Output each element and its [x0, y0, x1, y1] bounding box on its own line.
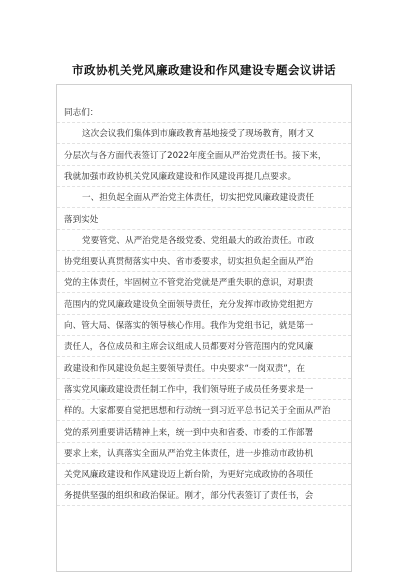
line-separator [57, 186, 351, 187]
line-separator [57, 463, 351, 464]
body-line: 一、担负起全面从严治党主体责任，切实把党风廉政建设责任 [82, 193, 315, 204]
body-line: 我就加强市政协机关党风廉政建设和作风建设再提几点要求。 [64, 171, 297, 182]
body-line: 落到实处 [64, 214, 99, 225]
line-separator [57, 420, 351, 421]
body-line: 样的。大家都要自觉把思想和行动统一到习近平总书记关于全面从严治 [64, 406, 331, 417]
line-separator [57, 292, 351, 293]
line-separator [57, 505, 351, 506]
line-separator [57, 250, 351, 251]
line-separator [57, 271, 351, 272]
body-line: 协党组要认真贯彻落实中央、省市委要求，切实担负起全面从严治 [64, 257, 314, 268]
body-line: 关党风廉政建设和作风建设迈上新台阶，为更好完成政协的各项任 [64, 470, 314, 481]
salutation: 同志们： [64, 108, 99, 118]
body-line: 落实党风廉政建设责任制工作中，我们领导班子成员任务要求是一 [64, 384, 314, 395]
body-line: 政建设和作风建设负起主要领导责任。中央要求“一岗双责”，在 [64, 363, 305, 374]
body-line: 务提供坚强的组织和政治保证。刚才，部分代表签订了责任书，会 [64, 491, 314, 502]
body-line: 要求上来，认真落实全面从严治党主体责任，进一步推动市政协机 [64, 448, 314, 459]
line-separator [57, 314, 351, 315]
line-separator [57, 399, 351, 400]
line-separator [57, 229, 351, 230]
line-separator [57, 122, 351, 123]
line-separator [57, 207, 351, 208]
document-title: 市政协机关党风廉政建设和作风建设专题会议讲话 [72, 63, 336, 77]
body-line: 范围内的党风廉政建设负全面领导责任，充分发挥市政协党组把方 [64, 299, 314, 310]
body-line: 责任人，各位成员和主席会议组成人员都要对分管范围内的党风廉 [64, 342, 314, 353]
line-separator [57, 442, 351, 443]
line-separator [57, 356, 351, 357]
body-line: 分层次与各方面代表签订了2022年度全面从严治党责任书。接下来， [64, 150, 327, 161]
body-line: 党要管党、从严治党是各级党委、党组最大的政治责任。市政 [82, 235, 315, 246]
body-line: 向、管大局、保落实的领导核心作用。我作为党组书记，就是第一 [64, 321, 314, 331]
line-separator [57, 378, 351, 379]
body-line: 党的主体责任，牢固树立不管党治党就是严重失职的意识，对职责 [64, 278, 314, 289]
line-separator [57, 165, 351, 166]
body-line: 党的系列重要讲话精神上来，统一到中央和省委、市委的工作部署 [64, 427, 314, 438]
body-line: 这次会议我们集体到市廉政教育基地接受了现场教育，刚才又 [82, 129, 315, 140]
line-separator [57, 143, 351, 144]
line-separator [57, 335, 351, 336]
line-separator [57, 484, 351, 485]
